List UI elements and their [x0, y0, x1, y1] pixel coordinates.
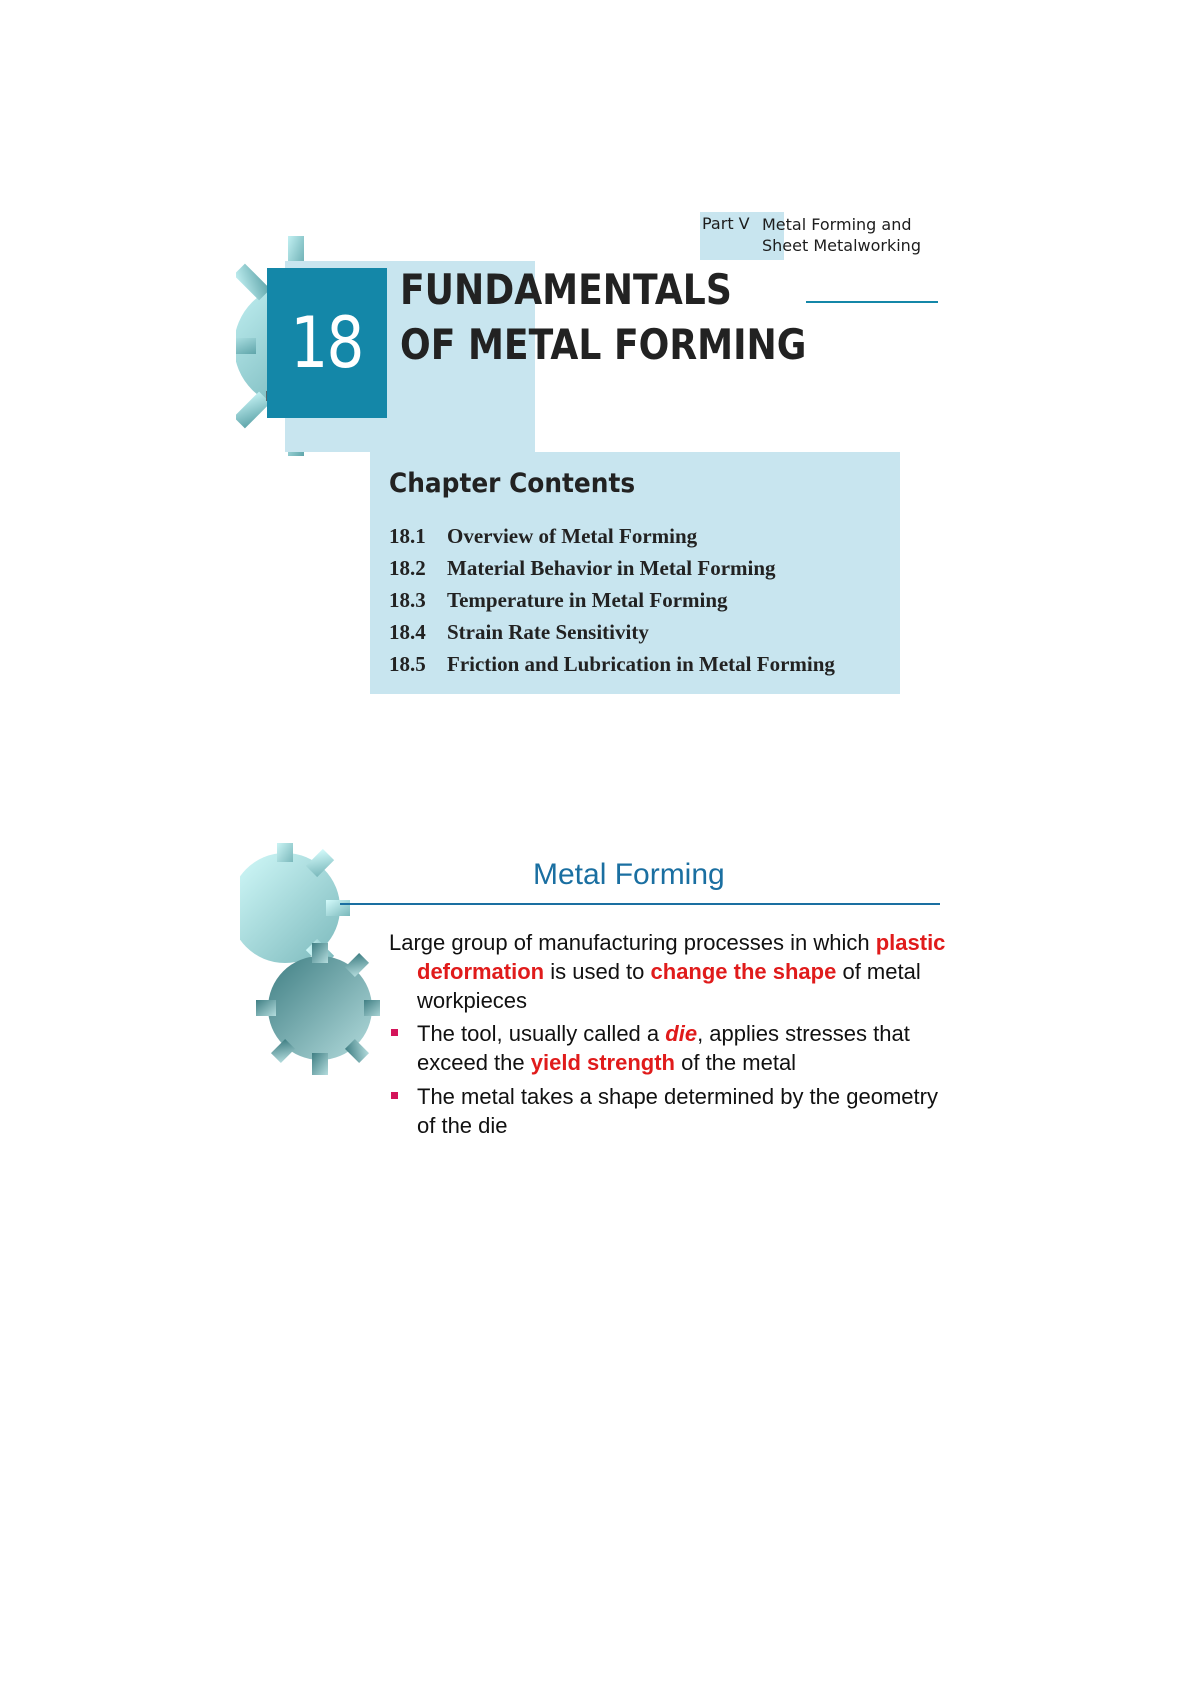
- contents-item-text: Strain Rate Sensitivity: [447, 620, 649, 644]
- contents-item-number: 18.1: [389, 524, 426, 548]
- bullet-text: , applies stresses that exceed the: [417, 1021, 910, 1075]
- square-bullet-icon: [391, 1029, 398, 1036]
- title-rule: [806, 301, 938, 303]
- bullet-text: of the metal: [675, 1050, 797, 1075]
- contents-item-text: Temperature in Metal Forming: [447, 588, 728, 612]
- bullet-list: [389, 1019, 949, 1140]
- part-label: Part V: [702, 214, 750, 233]
- part-title-line-2: Sheet Metalworking: [762, 236, 921, 255]
- slide-title: Metal Forming: [533, 858, 725, 891]
- contents-item-number: 18.2: [389, 556, 426, 580]
- highlight-text: die: [665, 1021, 698, 1046]
- bullet-item: [389, 1082, 949, 1140]
- contents-item-number: 18.3: [389, 588, 426, 612]
- title-rule: [340, 903, 940, 905]
- contents-item: [389, 652, 835, 684]
- highlight-text: plastic deformation: [417, 930, 946, 984]
- contents-item-text: Friction and Lubrication in Metal Forming: [447, 652, 835, 676]
- bullet-text: The metal takes a shape determined by the geometry of the die: [417, 1084, 938, 1138]
- intro-text: Large group of manufacturing processes in which: [389, 930, 876, 955]
- contents-item-text: Material Behavior in Metal Forming: [447, 556, 776, 580]
- bullet-item: [389, 1019, 949, 1077]
- chapter-number: 18: [290, 302, 364, 384]
- part-title: [762, 214, 921, 256]
- gears-icon: [240, 843, 380, 1083]
- contents-item: [389, 556, 835, 588]
- contents-item: [389, 524, 835, 556]
- chapter-number-badge: [267, 268, 387, 418]
- contents-item: [389, 620, 835, 652]
- chapter-title-line-1: FUNDAMENTALS: [400, 265, 732, 314]
- slide-body: [389, 928, 949, 1145]
- intro-text: is used to: [544, 959, 651, 984]
- chapter-contents-heading: Chapter Contents: [389, 468, 636, 499]
- contents-item-text: Overview of Metal Forming: [447, 524, 698, 548]
- highlight-text: yield strength: [530, 1050, 675, 1075]
- contents-item-number: 18.4: [389, 620, 426, 644]
- chapter-contents-list: [389, 524, 835, 684]
- gear-icon: [256, 943, 380, 1075]
- chapter-title-line-2: OF METAL FORMING: [400, 320, 807, 369]
- gear-icon: [240, 843, 350, 967]
- square-bullet-icon: [391, 1092, 398, 1099]
- highlight-text: change the shape: [650, 959, 837, 984]
- contents-item-number: 18.5: [389, 652, 426, 676]
- intro-paragraph: [389, 928, 949, 1015]
- intro-text: of metal workpieces: [417, 959, 921, 1013]
- bullet-text: The tool, usually called a: [417, 1021, 666, 1046]
- contents-item: [389, 588, 835, 620]
- part-title-line-1: Metal Forming and: [762, 215, 912, 234]
